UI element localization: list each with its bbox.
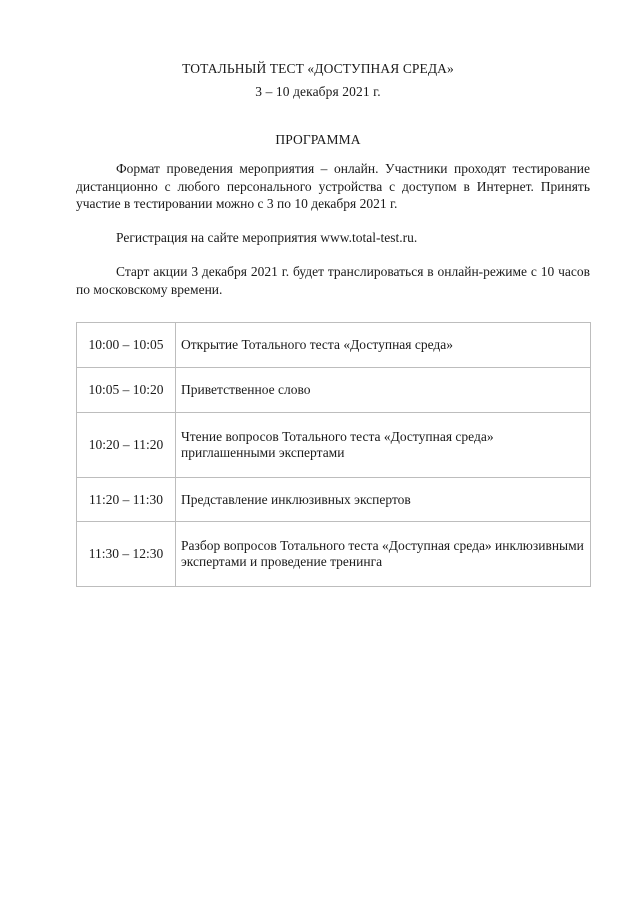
schedule-event: Открытие Тотального теста «Доступная среда» [176,323,591,368]
schedule-event: Чтение вопросов Тотального теста «Доступная среда» приглашенными экспертами [176,413,591,478]
schedule-time: 11:20 – 11:30 [77,478,176,522]
table-row [77,478,591,522]
table-row [77,413,591,478]
paragraph-start: Старт акции 3 декабря 2021 г. будет транслироваться в онлайн-режиме с 10 часов по московскому времени. [76,264,590,297]
schedule-event: Приветственное слово [176,368,591,413]
document-title: ТОТАЛЬНЫЙ ТЕСТ «ДОСТУПНАЯ СРЕДА» [182,61,454,76]
paragraph-format: Формат проведения мероприятия – онлайн. Участники проходят тестирование дистанционно с любого персонального устройства с доступом в Интернет. Принять участие в тестировании можно с 3 по 10 декабря 2021 г. [76,161,590,211]
paragraph-registration: Регистрация на сайте мероприятия www.total-test.ru. [116,230,418,245]
event-dates: 3 – 10 декабря 2021 г. [255,84,381,99]
schedule-time: 10:05 – 10:20 [77,368,176,413]
schedule-time: 10:00 – 10:05 [77,323,176,368]
section-title: ПРОГРАММА [275,132,361,147]
table-row [77,522,591,587]
schedule-time: 10:20 – 11:20 [77,413,176,478]
schedule-table [76,322,591,587]
schedule-time: 11:30 – 12:30 [77,522,176,587]
table-row [77,323,591,368]
schedule-event: Разбор вопросов Тотального теста «Доступная среда» инклюзивными экспертами и проведение тренинга [176,522,591,587]
schedule-event: Представление инклюзивных экспертов [176,478,591,522]
table-row [77,368,591,413]
